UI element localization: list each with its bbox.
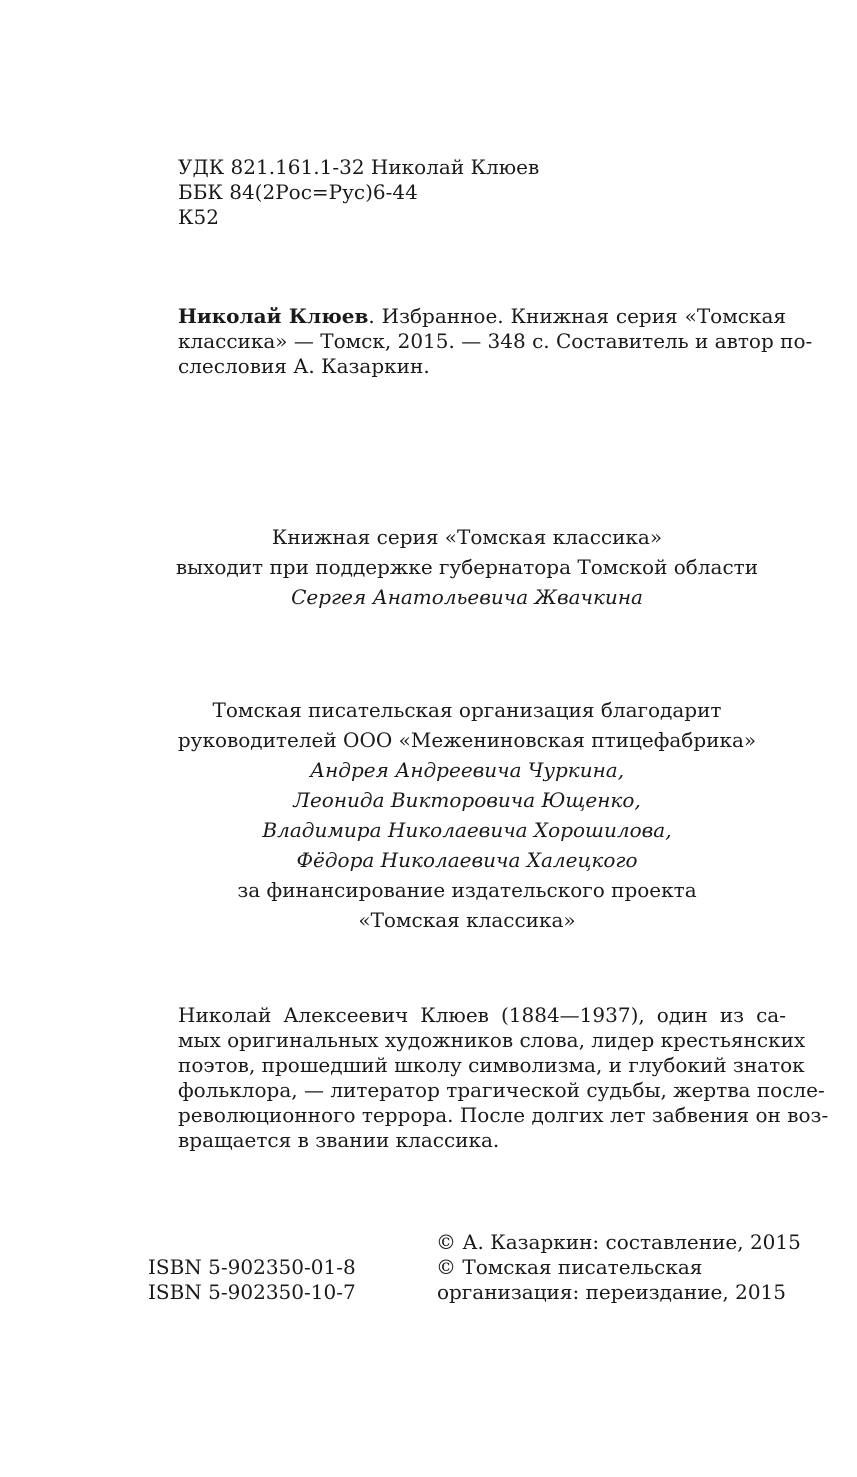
isbn-1: ISBN 5-902350-01-8 (148, 1255, 356, 1279)
thanks-line-2: руководителей ООО «Межениновская птицефабрика» (177, 728, 757, 752)
biblio-title: . Избранное. Книжная серия «Томская (368, 304, 786, 328)
annotation-line-6: вращается в звании классика. (178, 1128, 500, 1152)
copyright-line-3: организация: переиздание, 2015 (436, 1280, 786, 1304)
isbn-block (148, 1255, 356, 1305)
author-mark: К52 (178, 205, 219, 229)
thanks-name-4: Фёдора Николаевича Халецкого (296, 848, 638, 872)
annotation-line-5: революционного террора. После долгих лет забвения он воз- (178, 1103, 829, 1127)
thanks-name-1: Андрея Андреевича Чуркина, (309, 758, 625, 782)
udk-line: УДК 821.161.1-32 Николай Клюев (178, 155, 540, 179)
biblio-line-3: слесловия А. Казаркин. (178, 354, 430, 378)
copyright-line-2: © Томская писательская (436, 1255, 703, 1279)
series-line-2: выходит при поддержке губернатора Томской области (175, 555, 759, 579)
biblio-author: Николай Клюев (178, 304, 369, 328)
governor-name: Сергея Анатольевича Жвачкина (291, 585, 643, 609)
bibliographic-description (178, 304, 813, 379)
annotation-line-1: Николай Алексеевич Клюев (1884—1937), один из са- (178, 1003, 786, 1027)
copyright-block (436, 1230, 801, 1305)
annotation-line-4: фольклора, — литератор трагической судьбы, жертва после- (178, 1078, 825, 1102)
thanks-name-2: Леонида Викторовича Ющенко, (293, 788, 641, 812)
copyright-line-1: © А. Казаркин: составление, 2015 (436, 1230, 801, 1254)
annotation (178, 1003, 829, 1153)
isbn-2: ISBN 5-902350-10-7 (148, 1280, 356, 1304)
thanks-line-1: Томская писательская организация благодарит (212, 698, 722, 722)
annotation-line-2: мых оригинальных художников слова, лидер крестьянских (178, 1028, 806, 1052)
thanks-line-8: «Томская классика» (358, 908, 576, 932)
thanks-name-3: Владимира Николаевича Хорошилова, (262, 818, 672, 842)
annotation-line-3: поэтов, прошедший школу символизма, и глубокий знаток (178, 1053, 805, 1077)
acknowledgements (120, 695, 814, 935)
classification-block (178, 155, 539, 230)
biblio-line-2: классика» — Томск, 2015. — 348 с. Составитель и автор по- (178, 329, 813, 353)
biblio-line-1 (178, 304, 786, 329)
bbk-line: ББК 84(2Рос=Рус)6-44 (178, 180, 418, 204)
series-note (120, 522, 814, 612)
thanks-line-7: за финансирование издательского проекта (237, 878, 697, 902)
series-line-1: Книжная серия «Томская классика» (271, 525, 663, 549)
